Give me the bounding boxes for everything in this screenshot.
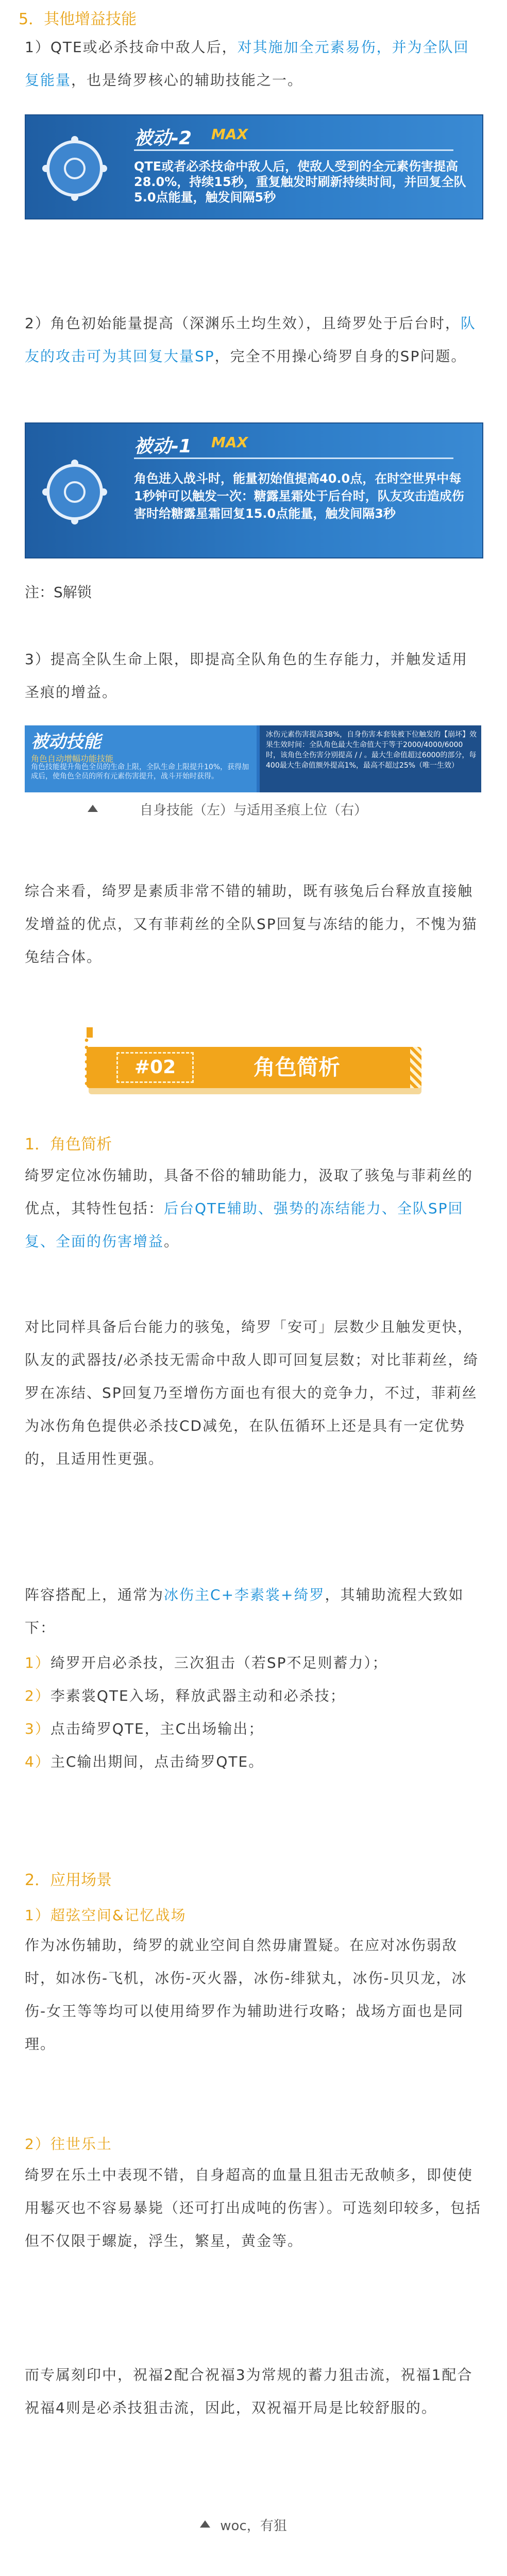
- list-item: 3）点击绮罗QTE，主C出场输出；: [25, 1720, 264, 1737]
- skill-card-passive-1: [25, 422, 483, 558]
- image-caption: 自身技能（左）与适用圣痕上位（右）: [139, 803, 367, 818]
- paragraph: [25, 1159, 482, 1258]
- list-item: 2）李素裳QTE入场，释放武器主动和必杀技；: [25, 1687, 346, 1704]
- text-span: 阵容搭配上，通常为: [25, 1586, 164, 1603]
- section-label: 角色简析: [253, 1055, 340, 1080]
- skill-icon: [46, 464, 103, 520]
- skill-description: 角色进入战斗时，能量初始值提高40.0点，在时空世界中每1秒钟可以触发一次：糖露星霜处于后台时，队友攻击造成伤害时给糖露星霜回复15.0点能量，触发间隔3秒: [134, 471, 464, 521]
- passive-skill-banner: [25, 725, 481, 792]
- note: 注：S解锁: [25, 584, 92, 601]
- list-item: 4）主C输出期间，点击绮罗QTE。: [25, 1753, 264, 1770]
- section-title: 1．角色简析: [25, 1136, 112, 1154]
- text-span: ，也是绮罗核心的辅助技能之一。: [71, 72, 303, 89]
- list-item: 1）绮罗开启必杀技，三次狙击（若SP不足则蓄力）；: [25, 1654, 388, 1671]
- paragraph: [25, 307, 482, 373]
- paragraph: 而专属刻印中，祝福2配合祝福3为常规的蓄力狙击流，祝福1配合祝福4则是必杀技狙击流，因此，双祝福开局是比较舒服的。: [25, 2366, 473, 2416]
- paragraph: 综合来看，绮罗是素质非常不错的辅助，既有骇兔后台释放直接触发增益的优点，又有菲莉丝的全队SP回复与冻结的能力，不愧为猫兔结合体。: [25, 883, 478, 965]
- highlight-text: 队友的攻击可为其回复大量SP: [25, 315, 476, 365]
- section-title: 2．应用场景: [25, 1871, 112, 1889]
- skill-description: QTE或者必杀技命中敌人后，使敌人受到的全元素伤害提高28.0%，持续15秒，重复触发时刷新持续时间，并回复全队5.0点能量，触发间隔5秒: [134, 159, 466, 205]
- highlight-text: 后台QTE辅助、强势的冻结能力、全队SP回复、全面的伤害增益: [25, 1200, 464, 1250]
- skill-title: 被动-2: [134, 128, 192, 149]
- text-span: 。: [164, 1233, 180, 1250]
- paragraph: 3）提高全队生命上限，即提高全队角色的生存能力，并触发适用圣痕的增益。: [25, 651, 468, 701]
- text-span: 绮罗定位冰伤辅助，具备不俗的辅助能力，汲取了骇兔与菲莉丝的优点，其特性包括：: [25, 1167, 474, 1217]
- text-span: ，其辅助流程大致如下：: [25, 1586, 464, 1636]
- subsection-title: 1）超弦空间&记忆战场: [25, 1907, 187, 1924]
- text-span: 2）角色初始能量提高（深渊乐土均生效），且绮罗处于后台时，: [25, 315, 461, 332]
- max-badge: MAX: [211, 434, 248, 451]
- highlight-text: 冰伤主C+李素裳+绮罗: [164, 1586, 325, 1603]
- section-header-02: [87, 1047, 421, 1094]
- max-badge: MAX: [211, 126, 248, 143]
- paragraph: 对比同样具备后台能力的骇兔，绮罗「安可」层数少且触发更快，队友的武器技/必杀技无需命中敌人即可回复层数；对比菲莉丝，绮罗在冻结、SP回复乃至增伤方面也有很大的竞争力，不过，菲莉丝为冰伤角色提供必杀技CD减免，在队伍循环上还是具有一定优势的，且适用性更强。: [25, 1318, 479, 1467]
- skill-card-passive-2: [25, 114, 483, 219]
- passive-subtitle: 角色自动增幅功能技能: [31, 754, 114, 764]
- paragraph: [25, 1579, 482, 1645]
- section-title: 5．其他增益技能: [19, 10, 137, 28]
- paragraph: 作为冰伤辅助，绮罗的就业空间自然毋庸置疑。在应对冰伤弱敌时，如冰伤-飞机，冰伤-灭火器，冰伤-绯狱丸，冰伤-贝贝龙，冰伤-女王等等均可以使用绮罗作为辅助进行攻略；战场方面也是同理。: [25, 1937, 467, 2053]
- passive-title: 被动技能: [31, 732, 101, 752]
- text-span: ，完全不用操心绮罗自身的SP问题。: [214, 348, 467, 365]
- paragraph: [25, 31, 482, 97]
- passive-text: 角色技能提升角色全员的生命上限，全队生命上限提升10%，获得加成后，使角色全员的所有元素伤害提升，战斗开始时获得。: [31, 763, 249, 781]
- text-span: 1）QTE或必杀技命中敌人后，: [25, 39, 238, 56]
- image-caption: woc，有狙: [220, 2518, 287, 2534]
- paragraph: 绮罗在乐土中表现不错，自身超高的血量且狙击无敌帧多，即使使用鬈灭也不容易暴毙（还可打出成吨的伤害）。可选刻印较多，包括但不仅限于螺旋，浮生，繁星，黄金等。: [25, 2166, 482, 2249]
- step-list: [25, 1647, 482, 1778]
- subsection-title: 2）往世乐土: [25, 2136, 112, 2153]
- section-number: #02: [116, 1052, 194, 1083]
- stigmata-text: 冰伤元素伤害提高38%，自身伤害本套装被下位触发的【崩坏】效果生效时间：全队角色最大生命值大于等于2000/4000/6000时，该角色全伤害分别提高 / / 。最大生命值超过6000的部分，每400最大生命值额外提高1%，最高不超过25%（唯一生效）: [266, 731, 477, 770]
- highlight-text: 对其施加全元素易伤，并为全队回复能量: [25, 39, 469, 89]
- skill-title: 被动-1: [134, 436, 192, 457]
- skill-icon: [46, 140, 103, 197]
